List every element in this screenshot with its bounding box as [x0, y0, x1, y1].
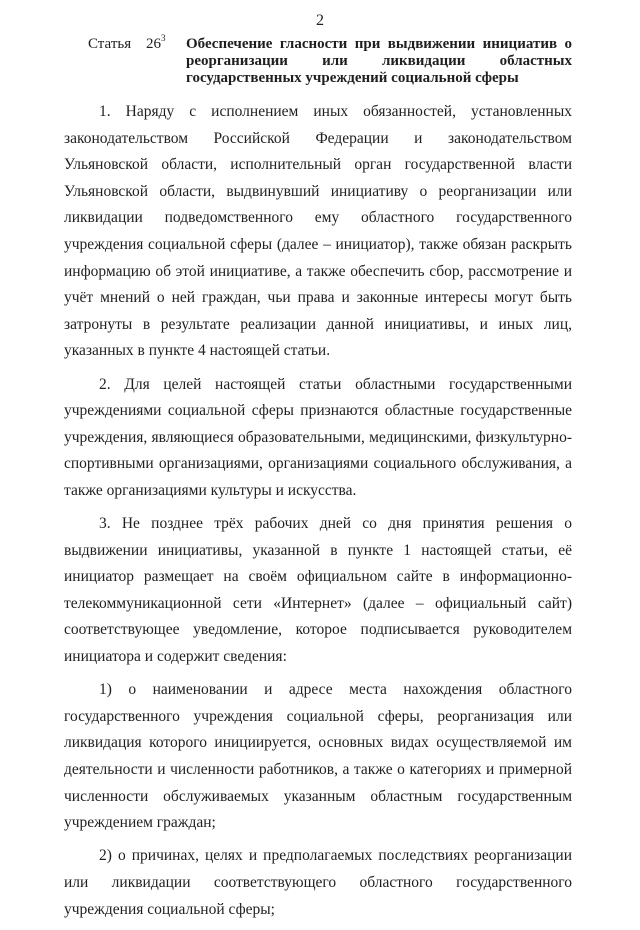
article-title: Обеспечение гласности при выдвижении инициатив о реорганизации или ликвидации областных государственных учреждений социальной сферы [186, 36, 572, 86]
paragraph-2: 2. Для целей настоящей статьи областными государственными учреждениями социальной сферы признаются областные государственные учреждения, являющиеся образовательными, медицинскими, физкультурно-спортивными организациями, организациями социального обслуживания, а также организациями культуры и искусства. [64, 375, 572, 499]
paragraph-1: 1. Наряду с исполнением иных обязанностей, установленных законодательством Российской Федерации и законодательством Ульяновской области, исполнительный орган государственной власти Ульяновской области, выдвинувший инициативу о реорганизации или ликвидации подведомственного ему областного государственного учреждения социальной сферы (далее – инициатор), также обязан раскрыть информацию об этой инициативе, а также обеспечить сбор, рассмотрение и учёт мнений о ней граждан, чьи права и законные интересы могут быть затронуты в результате реализации данной инициативы, и иных лиц, указанных в пункте 4 настоящей статьи. [64, 103, 572, 360]
page-number: 2 [316, 12, 324, 29]
article-label: Статья [88, 36, 132, 52]
paragraph-3-item-1: 1) о наименовании и адресе места нахождения областного государственного учреждения социальной сферы, реорганизация или ликвидация которого инициируется, основных видах осуществляемой им деятельности и численности работников, а также о категориях и примерной численности обслуживаемых указанным областным государственным учреждением граждан; [64, 681, 572, 832]
paragraph-3: 3. Не позднее трёх рабочих дней со дня принятия решения о выдвижении инициативы, указанной в пункте 1 настоящей статьи, её инициатор размещает на своём официальном сайте в информационно-телекоммуникационной сети «Интернет» (далее – официальный сайт) соответствующее уведомление, которое подписывается руководителем инициатора и содержит сведения: [64, 515, 572, 666]
article-body [64, 99, 572, 930]
article-number [146, 33, 186, 87]
article-heading [88, 33, 572, 87]
article-number-superscript: 3 [161, 33, 166, 43]
article-number-main: 26 [146, 36, 161, 52]
paragraph-3-item-2: 2) о причинах, целях и предполагаемых последствиях реорганизации или ликвидации соответствующего областного государственного учреждения социальной сферы; [64, 847, 572, 918]
